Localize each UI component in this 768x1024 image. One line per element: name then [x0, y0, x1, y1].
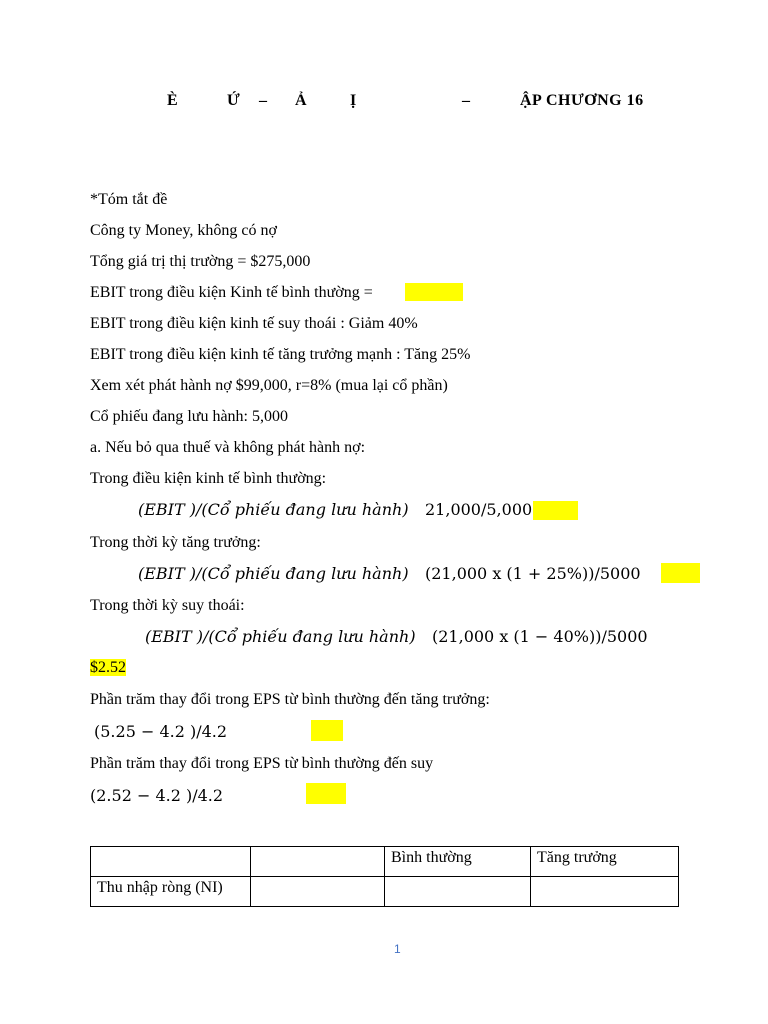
highlight-growth-eps: [661, 563, 700, 583]
highlight-normal-eps: [533, 501, 578, 520]
recession-calc: (21,000 x (1 − 40%))/5000: [432, 627, 648, 646]
growth-label: Trong thời kỳ tăng trưởng:: [90, 534, 261, 551]
growth-calc: (21,000 x (1 + 25%))/5000: [425, 564, 641, 583]
growth-formula: (EBIT )/(Cổ phiếu đang lưu hành): [138, 564, 409, 583]
table-header-cell: [251, 847, 385, 877]
normal-label: Trong điều kiện kinh tế bình thường:: [90, 470, 327, 487]
table-header-cell: Tăng trưởng: [531, 847, 679, 877]
pct-recession-label: Phần trăm thay đổi trong EPS từ bình thường đến suy: [90, 755, 434, 772]
table-cell: Thu nhập ròng (NI): [91, 877, 251, 907]
title-part-6: –: [462, 92, 471, 109]
title-part-7: ẬP CHƯƠNG 16: [520, 92, 644, 109]
pct-growth-calc: (5.25 − 4.2 )/4.2: [94, 722, 228, 741]
highlight-pct-growth: [311, 720, 343, 741]
table-cell: [385, 877, 531, 907]
highlight-pct-recession: [306, 783, 346, 804]
recession-formula: (EBIT )/(Cổ phiếu đang lưu hành): [145, 627, 416, 646]
title-part-3: –: [259, 92, 268, 109]
summary-line-6: Xem xét phát hành nợ $99,000, r=8% (mua lại cổ phần): [90, 377, 448, 394]
normal-calc: 21,000/5,000: [425, 500, 533, 519]
title-part-5: Ị: [350, 92, 357, 109]
part-a-heading: a. Nếu bỏ qua thuế và không phát hành nợ:: [90, 439, 366, 456]
summary-line-5: EBIT trong điều kiện kinh tế tăng trưởng mạnh : Tăng 25%: [90, 346, 471, 363]
title-part-4: Ả: [295, 92, 308, 109]
table-header-row: [91, 847, 679, 877]
summary-line-4: EBIT trong điều kiện kinh tế suy thoái : Giảm 40%: [90, 315, 418, 332]
title-part-2: Ứ: [227, 92, 241, 109]
recession-result: $2.52: [90, 659, 126, 676]
pct-recession-calc: (2.52 − 4.2 )/4.2: [90, 786, 224, 805]
table-header-cell: [91, 847, 251, 877]
highlight-ebit-normal: [405, 283, 463, 301]
page-number: 1: [394, 942, 401, 956]
table-row: [91, 877, 679, 907]
pct-growth-label: Phần trăm thay đổi trong EPS từ bình thường đến tăng trưởng:: [90, 691, 490, 708]
title-part-1: È: [167, 92, 179, 109]
summary-line-1: Công ty Money, không có nợ: [90, 222, 277, 239]
summary-line-2: Tổng giá trị thị trường = $275,000: [90, 253, 311, 270]
table-cell: [531, 877, 679, 907]
summary-line-3: EBIT trong điều kiện Kinh tế bình thường =: [90, 284, 373, 301]
table-cell: [251, 877, 385, 907]
table-header-cell: Bình thường: [385, 847, 531, 877]
recession-label: Trong thời kỳ suy thoái:: [90, 597, 245, 614]
summary-line-7: Cổ phiếu đang lưu hành: 5,000: [90, 408, 288, 425]
summary-heading: *Tóm tắt đề: [90, 191, 168, 208]
results-table: [90, 846, 679, 907]
normal-formula: (EBIT )/(Cổ phiếu đang lưu hành): [138, 500, 409, 519]
